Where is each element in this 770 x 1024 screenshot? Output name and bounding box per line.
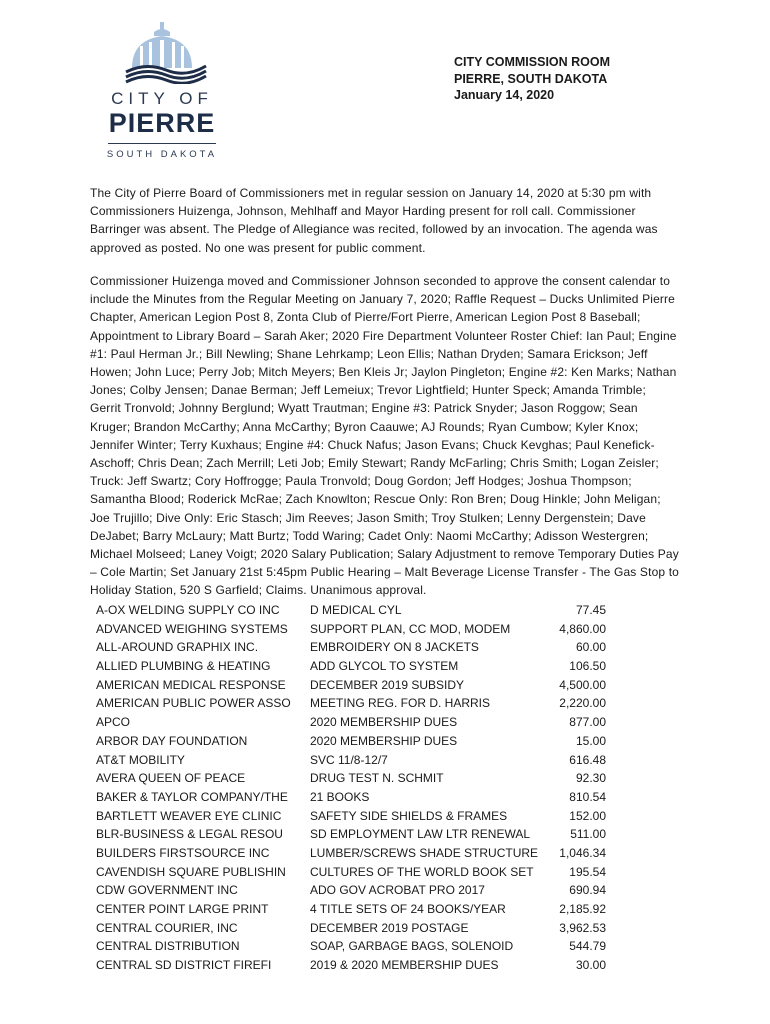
header-city-state: PIERRE, SOUTH DAKOTA bbox=[454, 71, 608, 86]
claim-amount: 4,860.00 bbox=[559, 621, 606, 636]
city-logo bbox=[100, 22, 224, 167]
claim-description: SUPPORT PLAN, CC MOD, MODEM bbox=[310, 621, 511, 636]
logo-state: SOUTH DAKOTA bbox=[106, 149, 218, 160]
claim-vendor: BUILDERS FIRSTSOURCE INC bbox=[96, 845, 270, 860]
claim-amount: 15.00 bbox=[575, 733, 606, 748]
claim-vendor: BAKER & TAYLOR COMPANY/THE bbox=[96, 789, 288, 804]
claim-vendor: CENTER POINT LARGE PRINT bbox=[96, 902, 269, 916]
claim-amount: 4,500.00 bbox=[559, 677, 606, 692]
claim-vendor: AVERA QUEEN OF PEACE bbox=[96, 771, 246, 786]
claim-description: 2020 MEMBERSHIP DUES bbox=[310, 715, 458, 730]
claim-amount: 810.54 bbox=[569, 789, 606, 804]
claim-row bbox=[96, 788, 606, 807]
claim-row bbox=[96, 919, 606, 938]
claim-description: LUMBER/SCREWS SHADE STRUCTURE bbox=[310, 845, 539, 860]
claim-row bbox=[96, 825, 606, 844]
claim-row bbox=[96, 937, 606, 956]
claim-amount: 616.48 bbox=[569, 752, 606, 767]
claim-amount: 690.94 bbox=[569, 883, 606, 898]
claim-vendor: CENTRAL DISTRIBUTION bbox=[96, 939, 240, 954]
claim-description: 2019 & 2020 MEMBERSHIP DUES bbox=[310, 958, 499, 973]
claim-row bbox=[96, 863, 606, 882]
capitol-dome-icon bbox=[116, 22, 208, 84]
logo-city-name: PIERRE bbox=[108, 108, 216, 138]
claim-row bbox=[96, 601, 606, 620]
claim-row bbox=[96, 956, 606, 975]
claim-amount: 2,185.92 bbox=[559, 902, 606, 916]
claim-row bbox=[96, 732, 606, 751]
claim-row bbox=[96, 694, 606, 713]
claim-description: ADO GOV ACROBAT PRO 2017 bbox=[310, 883, 485, 898]
claim-amount: 3,962.53 bbox=[559, 920, 606, 935]
header-location: CITY COMMISSION ROOM bbox=[454, 55, 611, 69]
claim-vendor: ALLIED PLUMBING & HEATING bbox=[96, 659, 271, 674]
claim-vendor: BLR-BUSINESS & LEGAL RESOU bbox=[96, 827, 283, 842]
claim-description: DECEMBER 2019 POSTAGE bbox=[310, 920, 469, 935]
claim-description: SAFETY SIDE SHIELDS & FRAMES bbox=[310, 808, 508, 823]
logo-city-of: CITY OF bbox=[111, 89, 213, 108]
claim-description: SVC 11/8-12/7 bbox=[310, 752, 388, 767]
claim-description: SD EMPLOYMENT LAW LTR RENEWAL bbox=[310, 827, 531, 842]
claim-amount: 1,046.34 bbox=[559, 845, 606, 860]
claim-description: MEETING REG. FOR D. HARRIS bbox=[310, 696, 491, 711]
claim-row bbox=[96, 657, 606, 676]
claim-amount: 195.54 bbox=[569, 864, 606, 879]
claim-vendor: APCO bbox=[96, 715, 131, 730]
claim-row bbox=[96, 713, 606, 732]
claim-row bbox=[96, 769, 606, 788]
claim-vendor: CAVENDISH SQUARE PUBLISHIN bbox=[96, 864, 286, 879]
claim-vendor: AT&T MOBILITY bbox=[96, 752, 185, 767]
claim-amount: 877.00 bbox=[569, 715, 606, 730]
logo-divider bbox=[108, 143, 216, 144]
claim-amount: 511.00 bbox=[570, 827, 606, 842]
claim-row bbox=[96, 844, 606, 863]
claim-vendor: A-OX WELDING SUPPLY CO INC bbox=[96, 603, 280, 617]
claim-description: CULTURES OF THE WORLD BOOK SET bbox=[310, 864, 534, 879]
claim-vendor: ALL-AROUND GRAPHIX INC. bbox=[96, 640, 259, 655]
minutes-paragraph-roll-call: The City of Pierre Board of Commissioners met in regular session on January 14, 2020 at 5:30 pm with Commissioners Huizenga, Johnson, Mehlhaff and Mayor Harding present for roll call. Commissioner Barringer was absent. The Pledge of Allegiance was recited, followed by an invocation. The agenda was approved as posted. No one was present for public comment. bbox=[90, 186, 658, 255]
claim-amount: 30.00 bbox=[575, 958, 606, 973]
claim-description: DECEMBER 2019 SUBSIDY bbox=[310, 677, 465, 692]
claim-amount: 2,220.00 bbox=[559, 696, 606, 711]
claim-vendor: AMERICAN PUBLIC POWER ASSO bbox=[96, 696, 291, 711]
claim-amount: 92.30 bbox=[575, 771, 606, 786]
claim-description: 21 BOOKS bbox=[310, 789, 370, 804]
claim-vendor: ADVANCED WEIGHING SYSTEMS bbox=[96, 621, 288, 636]
claim-vendor: ARBOR DAY FOUNDATION bbox=[96, 733, 248, 748]
claim-description: 2020 MEMBERSHIP DUES bbox=[310, 733, 458, 748]
claim-row bbox=[96, 751, 606, 770]
claim-row bbox=[96, 807, 606, 826]
claim-row bbox=[96, 620, 606, 639]
claim-vendor: BARTLETT WEAVER EYE CLINIC bbox=[96, 808, 282, 823]
claim-amount: 60.00 bbox=[575, 640, 606, 655]
claim-description: DRUG TEST N. SCHMIT bbox=[310, 771, 444, 786]
claim-amount: 544.79 bbox=[569, 939, 606, 954]
claim-row bbox=[96, 676, 606, 695]
claims-table bbox=[96, 601, 606, 975]
claim-row bbox=[96, 900, 606, 919]
claim-vendor: CENTRAL SD DISTRICT FIREFI bbox=[96, 958, 272, 973]
claim-description: SOAP, GARBAGE BAGS, SOLENOID bbox=[310, 939, 514, 954]
claim-vendor: CENTRAL COURIER, INC bbox=[96, 920, 238, 935]
claim-amount: 106.50 bbox=[569, 659, 606, 674]
claim-amount: 152.00 bbox=[569, 808, 606, 823]
claim-description: D MEDICAL CYL bbox=[310, 603, 402, 617]
header-date: January 14, 2020 bbox=[454, 88, 555, 102]
claim-row bbox=[96, 881, 606, 900]
minutes-paragraph-consent-calendar: Commissioner Huizenga moved and Commissioner Johnson seconded to approve the consent calendar to include the Minutes from the Regular Meeting on January 7, 2020; Raffle Request – Ducks Unlimited Pierre Chapter, American Legion Post 8, Zonta Club of Pierre/Fort Pierre, American Legion Post 8 Baseball; Appointment to Library Board – Sarah Aker; 2020 Fire Department Volunteer Roster Chief: Ian Paul; Engine #1: Paul Herman Jr.; Bill Newling; Shane Lehrkamp; Leon Ellis; Nathan Dryden; Samara Erickson; Jeff Howen; John Luce; Perry Job; Mitch Meyers; Ben Kleis Jr; Jaylon Pingleton; Engine #2: Ken Marks; Nathan Jones; Colby Jensen; Danae Berman; Jeff Lemeiux; Trevor Lightfield; Hunter Speck; Amanda Trimble; Gerrit Tronvold; Johnny Berglund; Wyatt Trautman; Engine #3: Patrick Snyder; Jason Roggow; Sean Kruger; Brandon McCarthy; Anna McCarthy; Byron Caauwe; AJ Rounds; Ryan Cumbow; Kyler Knox; Jennifer Winter; Terry Kuxhaus; Engine #4: Chuck Nafus; Jason Evans; Chuck Kevghas; Paul Kenefick-Aschoff; Chris Dean; Zach Merrill; Leti Job; Emily Stewart; Randy McFarling; Chris Smith; Logan Zeisler; Truck: Jeff Swartz; Cory Hoffrogge; Paula Tronvold; Doug Gordon; Jeff Hodges; Joshua Thompson; Samantha Blood; Roderick McRae; Zach Knowlton; Rescue Only: Ron Bren; Doug Hinkle; John Meligan; Joe Trujillo; Dive Only: Eric Stasch; Jim Reeves; Jason Smith; Troy Stulken; Lenny Dergenstein; Dave DeJabet; Barry McLaury; Matt Burtz; Todd Waring; Cadet Only: Naomi McCarthy; Adisson Westergren; Michael Molseed; Laney Voigt; 2020 Salary Publication; Salary Adjustment to remove Temporary Duties Pay – Cole Martin; Set January 21st 5:45pm Public Hearing – Malt Beverage License Transfer - The Gas Stop to Holiday Station, 520 S Garfield; Claims. Unanimous approval. bbox=[90, 274, 680, 598]
claim-row bbox=[96, 638, 606, 657]
claim-description: ADD GLYCOL TO SYSTEM bbox=[310, 659, 459, 674]
claim-vendor: CDW GOVERNMENT INC bbox=[96, 883, 238, 898]
meeting-header bbox=[454, 54, 610, 104]
claim-vendor: AMERICAN MEDICAL RESPONSE bbox=[96, 677, 286, 692]
claim-description: EMBROIDERY ON 8 JACKETS bbox=[310, 640, 479, 655]
claim-amount: 77.45 bbox=[575, 603, 606, 617]
claim-description: 4 TITLE SETS OF 24 BOOKS/YEAR bbox=[310, 902, 506, 916]
